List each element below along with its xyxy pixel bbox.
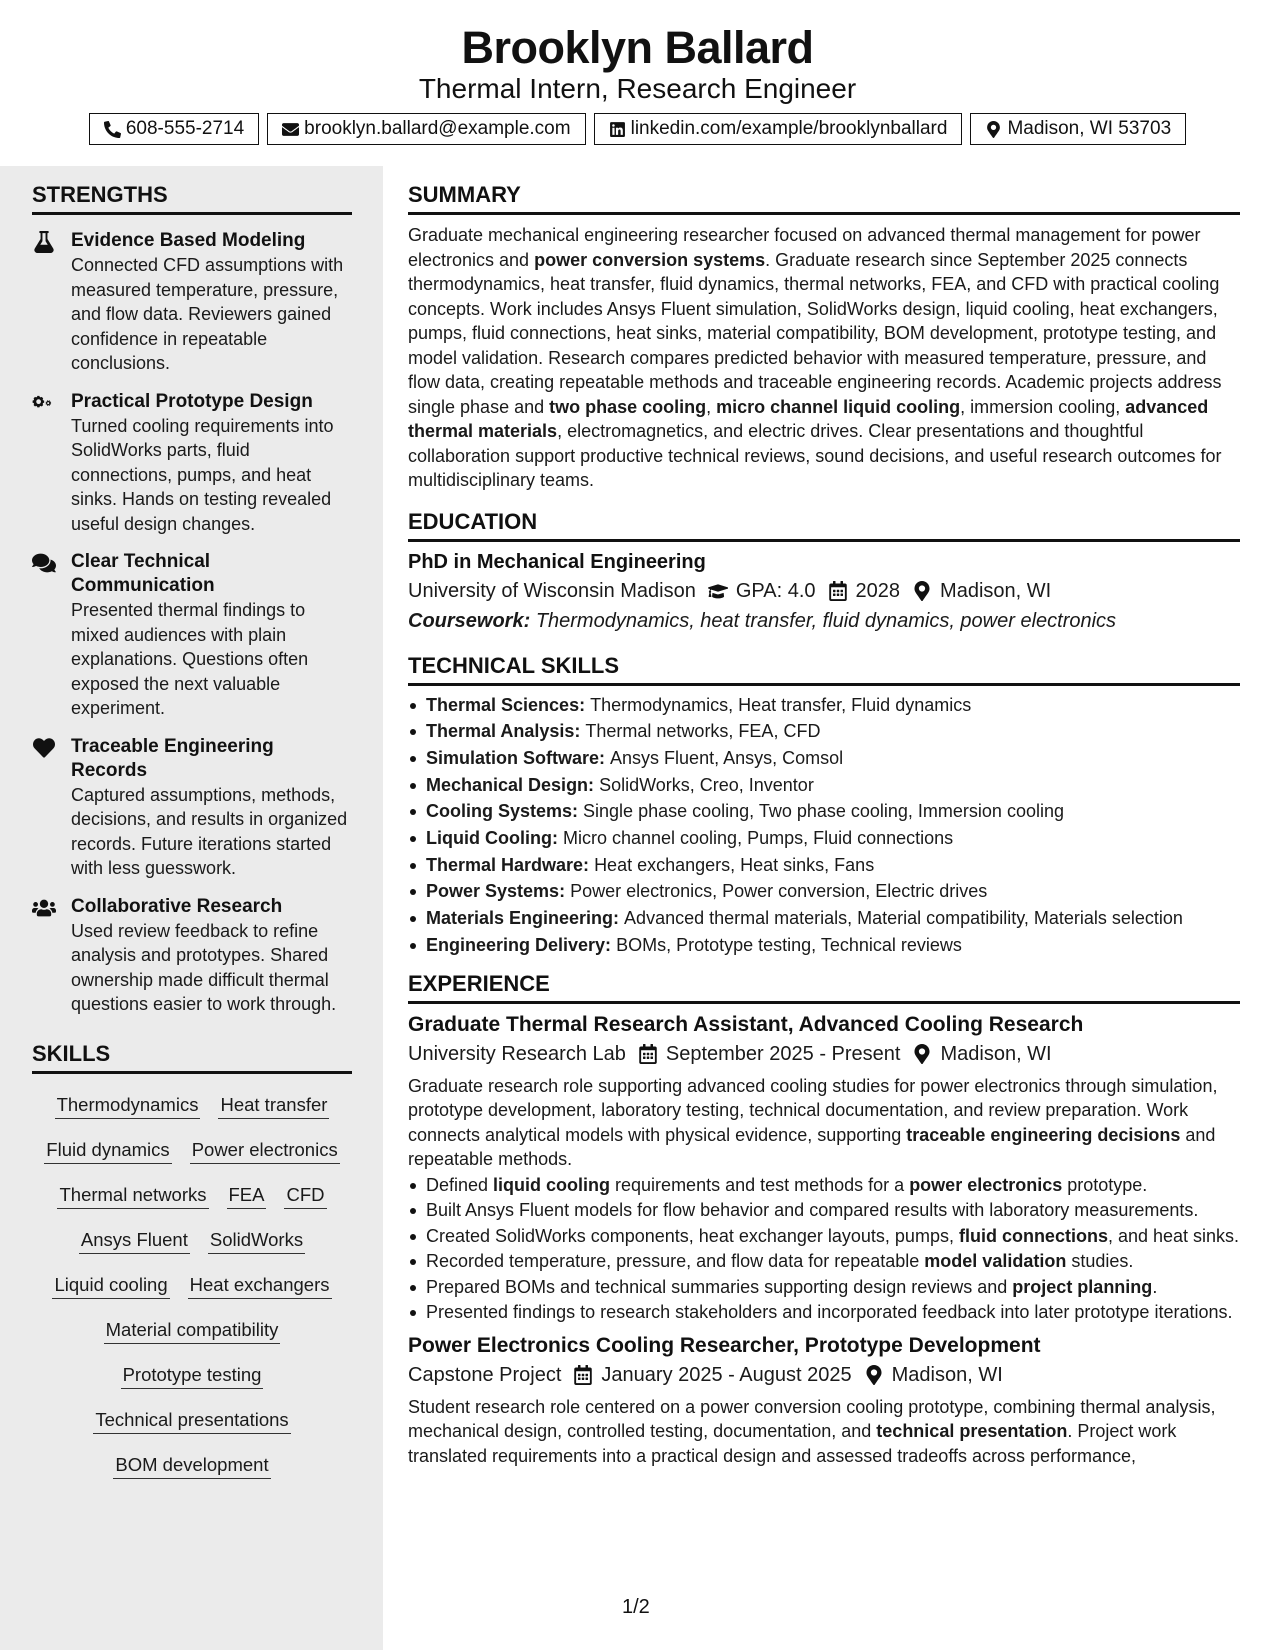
technical-skill-item — [408, 932, 1240, 959]
school: University of Wisconsin Madison — [408, 579, 696, 602]
skill-tag: Power electronics — [190, 1139, 340, 1164]
grad-year: 2028 — [855, 579, 901, 602]
skill-tag: Heat exchangers — [188, 1274, 332, 1299]
sidebar — [0, 166, 383, 1650]
skill-tag: FEA — [227, 1184, 267, 1209]
job-bullet — [408, 1300, 1240, 1325]
skill-category: Thermal Analysis: — [426, 721, 586, 742]
emphasis-text: project planning — [1012, 1276, 1153, 1297]
job-entry — [408, 1013, 1240, 1325]
linkedin-icon — [609, 121, 626, 138]
map-marker-icon — [864, 1365, 884, 1385]
contact-email[interactable] — [267, 113, 585, 145]
skill-tag: Technical presentations — [93, 1409, 290, 1434]
skill-category: Cooling Systems: — [426, 801, 584, 822]
text-run: Prepared BOMs and technical summaries supporting design reviews and — [426, 1276, 1013, 1297]
technical-skill-item — [408, 692, 1240, 719]
job-org: University Research Lab — [408, 1042, 626, 1065]
emphasis-text: model validation — [924, 1251, 1067, 1272]
technical-skills-heading: TECHNICAL SKILLS — [408, 653, 1240, 686]
candidate-title: Thermal Intern, Research Engineer — [418, 73, 857, 104]
skill-row — [32, 1444, 352, 1489]
phone-icon — [104, 121, 121, 138]
text-run: , immersion cooling, — [960, 396, 1126, 417]
text-run: studies. — [1066, 1251, 1134, 1272]
emphasis-text: power electronics — [909, 1174, 1063, 1195]
job-bullets — [408, 1173, 1240, 1325]
gears-icon — [32, 392, 56, 414]
page-number: 1/2 — [622, 1596, 650, 1618]
skill-tag: Ansys Fluent — [79, 1229, 190, 1254]
contact-linkedin[interactable] — [594, 113, 963, 145]
technical-skill-item — [408, 905, 1240, 932]
job-bullet — [408, 1275, 1240, 1300]
skill-values: Power electronics, Power conversion, Electric drives — [570, 881, 988, 902]
job-dates: January 2025 - August 2025 — [601, 1363, 852, 1386]
skill-category: Materials Engineering: — [426, 908, 625, 929]
emphasis-text: micro channel liquid cooling — [716, 396, 961, 417]
job-location: Madison, WI — [940, 1042, 1052, 1065]
skill-category: Liquid Cooling: — [426, 828, 563, 849]
skill-tag: Material compatibility — [104, 1319, 281, 1344]
text-run: , and heat sinks. — [1107, 1225, 1240, 1246]
text-run: Created SolidWorks components, heat exchanger layouts, pumps, — [426, 1225, 959, 1246]
skill-category: Mechanical Design: — [426, 774, 600, 795]
experience-list — [408, 1013, 1240, 1469]
job-bullet — [408, 1198, 1240, 1223]
emphasis-text: two phase cooling — [549, 396, 707, 417]
education-heading: EDUCATION — [408, 509, 1240, 542]
education-details — [408, 580, 1240, 603]
skill-tag: BOM development — [113, 1454, 270, 1479]
skill-category: Power Systems: — [426, 881, 571, 902]
skill-tag: Heat transfer — [218, 1094, 329, 1119]
coursework — [408, 610, 1240, 633]
skill-category: Thermal Sciences: — [426, 694, 591, 715]
job-location: Madison, WI — [891, 1363, 1003, 1386]
technical-skill-item — [408, 798, 1240, 825]
location-text: Madison, WI 53703 — [1007, 118, 1172, 139]
skill-row — [32, 1219, 352, 1264]
job-title: Graduate Thermal Research Assistant, Advanced Cooling Research — [408, 1012, 1084, 1036]
skill-category: Engineering Delivery: — [426, 934, 617, 955]
job-org: Capstone Project — [408, 1363, 562, 1386]
strength-title: Traceable Engineering Records — [71, 735, 274, 781]
strength-desc: Connected CFD assumptions with measured temperature, pressure, and flow data. Reviewers gained confidence in repeatable conclusions. — [71, 255, 344, 373]
phone-text: 608-555-2714 — [125, 118, 245, 139]
skill-values: Ansys Fluent, Ansys, Comsol — [610, 747, 844, 768]
text-run: Graduate mechanical engineering researcher focused on advanced thermal management for power electronics and — [408, 225, 1201, 270]
skill-tag: Prototype testing — [121, 1364, 264, 1389]
technical-skill-item — [408, 718, 1240, 745]
map-marker-icon — [912, 581, 932, 601]
strength-item — [32, 550, 352, 721]
candidate-name: Brooklyn Ballard — [461, 22, 814, 73]
skill-row — [32, 1354, 352, 1399]
skill-values: Thermodynamics, Heat transfer, Fluid dynamics — [590, 694, 972, 715]
text-run: , electromagnetics, and electric drives. Clear presentations and thoughtful collaboration support productive technical reviews, sound decisions, and useful research outcomes for multidisciplinary teams. — [408, 421, 1222, 490]
text-run: , — [706, 396, 717, 417]
school-location: Madison, WI — [940, 579, 1052, 602]
strengths-heading: STRENGTHS — [32, 182, 352, 215]
contact-location[interactable] — [970, 113, 1186, 145]
strength-title: Clear Technical Communication — [71, 551, 215, 596]
text-run: Built Ansys Fluent models for flow behavior and compared results with laboratory measurements. — [426, 1200, 1199, 1221]
degree: PhD in Mechanical Engineering — [408, 550, 706, 573]
text-run: requirements and test methods for a — [610, 1174, 910, 1195]
skill-values: SolidWorks, Creo, Inventor — [599, 774, 814, 795]
strength-title: Practical Prototype Design — [71, 390, 313, 412]
skill-row — [32, 1129, 352, 1174]
strength-item — [32, 229, 352, 376]
technical-skill-item — [408, 852, 1240, 879]
gpa: GPA: 4.0 — [735, 579, 816, 602]
emphasis-text: traceable engineering decisions — [906, 1124, 1181, 1145]
comments-icon — [32, 552, 56, 574]
text-run: and repeatable methods. — [408, 1124, 1216, 1170]
map-marker-icon — [912, 1044, 932, 1064]
strength-title: Evidence Based Modeling — [71, 230, 306, 251]
calendar-icon — [828, 581, 848, 601]
heart-icon — [32, 737, 56, 759]
job-description — [408, 1395, 1240, 1469]
skill-tag: Liquid cooling — [52, 1274, 169, 1299]
users-icon — [32, 897, 56, 919]
skill-values: Micro channel cooling, Pumps, Fluid connections — [562, 828, 954, 849]
resume-header — [0, 0, 1275, 166]
skill-row — [32, 1399, 352, 1444]
text-run: Defined — [426, 1174, 494, 1195]
emphasis-text: liquid cooling — [493, 1174, 611, 1195]
main-content — [408, 166, 1240, 1468]
skill-row — [32, 1264, 352, 1309]
skill-row — [32, 1084, 352, 1129]
strength-desc: Captured assumptions, methods, decisions, and results in organized records. Future iterations started with less guesswork. — [71, 784, 348, 878]
text-run: . Graduate research since September 2025 connects thermodynamics, heat transfer, fluid dynamics, thermal networks, FEA, and CFD with practical cooling concepts. Work includes Ansys Fluent simulation, SolidWorks design, liquid cooling, heat exchangers, pumps, fluid connections, heat sinks, material compatibility, BOM development, prototype testing, and model validation. Research compares predicted behavior with measured temperature, pressure, and flow data, creating repeatable methods and traceable engineering records. Academic projects address single phase and — [408, 249, 1222, 417]
text-run: prototype. — [1062, 1174, 1148, 1195]
job-title: Power Electronics Cooling Researcher, Prototype Development — [408, 1333, 1041, 1357]
coursework-list: Thermodynamics, heat transfer, fluid dynamics, power electronics — [535, 609, 1117, 632]
strength-desc: Used review feedback to refine analysis and prototypes. Shared ownership made difficult thermal questions easier to work through. — [71, 920, 337, 1014]
text-run: Recorded temperature, pressure, and flow data for repeatable — [426, 1251, 925, 1272]
experience-heading: EXPERIENCE — [408, 971, 1240, 1004]
envelope-icon — [282, 121, 299, 138]
job-entry — [408, 1334, 1240, 1469]
skills-heading: SKILLS — [32, 1041, 352, 1074]
calendar-icon — [638, 1044, 658, 1064]
job-meta — [408, 1364, 1240, 1387]
skill-values: Heat exchangers, Heat sinks, Fans — [594, 854, 875, 875]
coursework-label: Coursework: — [408, 609, 531, 632]
skill-tag: CFD — [284, 1184, 326, 1209]
technical-skills-list — [408, 692, 1240, 959]
flask-icon — [32, 231, 56, 253]
skill-values: Thermal networks, FEA, CFD — [585, 721, 821, 742]
emphasis-text: power conversion systems — [534, 249, 766, 270]
email-text: brooklyn.ballard@example.com — [304, 118, 571, 139]
strength-desc: Turned cooling requirements into SolidWorks parts, fluid connections, pumps, and heat sinks. Hands on testing revealed useful design changes. — [71, 415, 334, 534]
text-run: Student research role centered on a power conversion cooling prototype, combining thermal analysis, mechanical design, controlled testing, documentation, and — [408, 1396, 1216, 1442]
job-dates: September 2025 - Present — [665, 1042, 901, 1065]
skill-tag: Fluid dynamics — [44, 1139, 171, 1164]
job-meta — [408, 1043, 1240, 1066]
skill-values: Single phase cooling, Two phase cooling, Immersion cooling — [583, 801, 1064, 822]
technical-skill-item — [408, 772, 1240, 799]
skill-category: Simulation Software: — [426, 747, 611, 768]
text-run: . — [1152, 1276, 1158, 1297]
text-run: Presented findings to research stakeholders and incorporated feedback into later prototype iterations. — [426, 1302, 1233, 1323]
map-marker-icon — [985, 121, 1002, 138]
graduation-cap-icon — [708, 581, 728, 601]
skills-tags — [32, 1084, 352, 1489]
skill-category: Thermal Hardware: — [426, 854, 595, 875]
skill-values: Advanced thermal materials, Material compatibility, Materials selection — [624, 908, 1183, 929]
job-bullet — [408, 1249, 1240, 1274]
job-bullet — [408, 1173, 1240, 1198]
summary-heading: SUMMARY — [408, 182, 1240, 215]
skill-row — [32, 1174, 352, 1219]
strength-desc: Presented thermal findings to mixed audiences with plain explanations. Questions often exposed the next valuable experiment. — [71, 600, 309, 718]
strength-item — [32, 390, 352, 537]
technical-skill-item — [408, 745, 1240, 772]
emphasis-text: advanced thermal materials — [408, 396, 1209, 441]
strength-item — [32, 735, 352, 881]
summary-text — [408, 223, 1240, 493]
job-bullet — [408, 1224, 1240, 1249]
text-run: . Project work translated requirements into a practical design and assessed tradeoffs across performance, — [408, 1421, 1177, 1466]
technical-skill-item — [408, 878, 1240, 905]
skill-tag: Thermal networks — [57, 1184, 208, 1209]
linkedin-text: linkedin.com/example/brooklynballard — [630, 118, 948, 139]
technical-skill-item — [408, 825, 1240, 852]
skill-values: BOMs, Prototype testing, Technical reviews — [616, 934, 962, 955]
contact-phone[interactable] — [89, 113, 259, 145]
strength-item — [32, 895, 352, 1017]
strength-title: Collaborative Research — [71, 895, 283, 917]
contact-bar — [0, 113, 1275, 145]
skill-tag: SolidWorks — [208, 1229, 305, 1254]
emphasis-text: technical presentation — [876, 1421, 1068, 1442]
skill-tag: Thermodynamics — [55, 1094, 201, 1119]
job-description — [408, 1074, 1240, 1172]
skill-row — [32, 1309, 352, 1354]
emphasis-text: fluid connections — [958, 1225, 1108, 1246]
text-run: Graduate research role supporting advanced cooling studies for power electronics through simulation, prototype development, laboratory testing, technical documentation, and review preparation. Work connects analytical models with physical evidence, supporting — [408, 1075, 1218, 1145]
calendar-icon — [573, 1365, 593, 1385]
